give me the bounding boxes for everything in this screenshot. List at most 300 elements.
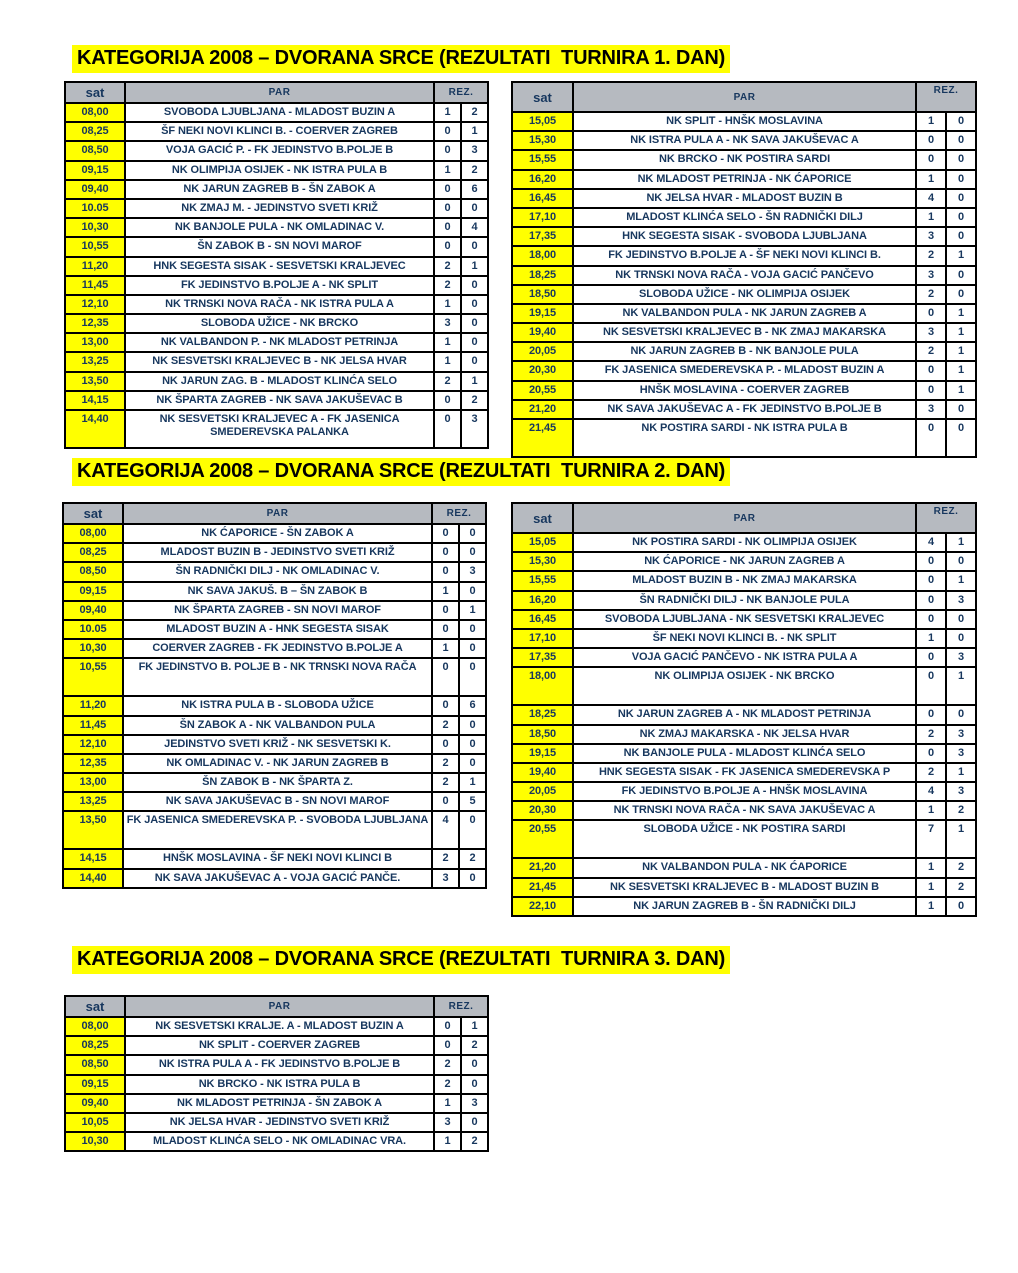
table-row <box>512 878 976 897</box>
pair-cell: SVOBODA LJUBLJANA - MLADOST BUZIN A <box>125 103 434 122</box>
pair-cell: NK ISTRA PULA B - SLOBODA UŽICE <box>123 696 432 715</box>
time-cell: 09,40 <box>63 601 123 620</box>
pair-cell: SVOBODA LJUBLJANA - NK SESVETSKI KRALJEVEC <box>573 610 916 629</box>
time-cell: 17,10 <box>512 629 573 648</box>
score-home-cell: 2 <box>916 246 946 265</box>
time-cell: 14,40 <box>63 869 123 888</box>
score-home-cell: 0 <box>434 1017 461 1036</box>
score-away-cell: 2 <box>461 391 488 410</box>
score-away-cell: 1 <box>946 533 976 552</box>
table-row <box>63 543 486 562</box>
pair-cell: NK VALBANDON P. - NK MLADOST PETRINJA <box>125 333 434 352</box>
score-home-cell: 0 <box>916 552 946 571</box>
column-header-rez: REZ. <box>434 996 488 1017</box>
table-row <box>512 820 976 858</box>
pair-cell: NK POSTIRA SARDI - NK ISTRA PULA B <box>573 419 916 457</box>
score-home-cell: 0 <box>434 141 461 160</box>
table-row <box>63 735 486 754</box>
score-away-cell: 2 <box>946 801 976 820</box>
time-cell: 21,20 <box>512 400 573 419</box>
score-home-cell: 0 <box>916 571 946 590</box>
time-cell: 19,15 <box>512 744 573 763</box>
table-row <box>65 1132 488 1151</box>
score-away-cell: 0 <box>459 658 486 696</box>
table-row <box>512 170 976 189</box>
header-row <box>65 82 488 103</box>
score-away-cell: 0 <box>459 811 486 849</box>
time-cell: 19,15 <box>512 304 573 323</box>
score-away-cell: 1 <box>461 372 488 391</box>
time-cell: 15,05 <box>512 533 573 552</box>
pair-cell: ŠN RADNIČKI DILJ - NK OMLADINAC V. <box>123 562 432 581</box>
time-cell: 16,20 <box>512 170 573 189</box>
pair-cell: ŠN RADNIČKI DILJ - NK BANJOLE PULA <box>573 591 916 610</box>
time-cell: 18,25 <box>512 266 573 285</box>
score-away-cell: 1 <box>946 304 976 323</box>
time-cell: 20,30 <box>512 801 573 820</box>
table-row <box>512 150 976 169</box>
score-away-cell: 0 <box>946 208 976 227</box>
table-row <box>65 1055 488 1074</box>
pair-cell: FK JEDINSTVO B.POLJE A - ŠF NEKI NOVI KLINCI B. <box>573 246 916 265</box>
pair-cell: NK SESVETSKI KRALJE. A - MLADOST BUZIN A <box>125 1017 434 1036</box>
table-row <box>65 161 488 180</box>
score-home-cell: 0 <box>916 744 946 763</box>
table-row <box>63 716 486 735</box>
pair-cell: NK SPLIT - COERVER ZAGREB <box>125 1036 434 1055</box>
score-home-cell: 2 <box>434 1055 461 1074</box>
time-cell: 08,00 <box>65 1017 125 1036</box>
score-away-cell: 1 <box>946 667 976 705</box>
table-row <box>512 131 976 150</box>
pair-cell: NK ŠPARTA ZAGREB - SN NOVI MAROF <box>123 601 432 620</box>
time-cell: 18,25 <box>512 705 573 724</box>
table-row <box>512 361 976 380</box>
pair-cell: NK BRCKO - NK POSTIRA SARDI <box>573 150 916 169</box>
score-home-cell: 7 <box>916 820 946 858</box>
score-home-cell: 3 <box>434 314 461 333</box>
time-cell: 22,10 <box>512 897 573 916</box>
table-row <box>65 180 488 199</box>
time-cell: 12,35 <box>65 314 125 333</box>
pair-cell: NK SAVA JAKUŠEVAC B - SN NOVI MAROF <box>123 792 432 811</box>
column-header-sat: sat <box>65 82 125 103</box>
time-cell: 10.05 <box>65 199 125 218</box>
table-row <box>63 754 486 773</box>
time-cell: 20,05 <box>512 782 573 801</box>
pair-cell: NK TRNSKI NOVA RAČA - VOJA GACIĆ PANČEVO <box>573 266 916 285</box>
time-cell: 16,45 <box>512 189 573 208</box>
pair-cell: VOJA GACIĆ PANČEVO - NK ISTRA PULA A <box>573 648 916 667</box>
pair-cell: VOJA GACIĆ P. - FK JEDINSTVO B.POLJE B <box>125 141 434 160</box>
pair-cell: SLOBODA UŽICE - NK POSTIRA SARDI <box>573 820 916 858</box>
pair-cell: NK JARUN ZAG. B - MLADOST KLINĆA SELO <box>125 372 434 391</box>
score-away-cell: 0 <box>459 543 486 562</box>
table-row <box>512 323 976 342</box>
score-home-cell: 0 <box>432 543 459 562</box>
time-cell: 10,55 <box>65 237 125 256</box>
score-home-cell: 0 <box>432 792 459 811</box>
header-row <box>63 503 486 524</box>
pair-cell: HNK SEGESTA SISAK - FK JASENICA SMEDEREVSKA P <box>573 763 916 782</box>
pair-cell: NK JARUN ZAGREB A - NK MLADOST PETRINJA <box>573 705 916 724</box>
time-cell: 10.05 <box>63 620 123 639</box>
column-header-par: PAR <box>125 996 434 1017</box>
score-away-cell: 2 <box>946 878 976 897</box>
score-home-cell: 4 <box>916 189 946 208</box>
time-cell: 17,35 <box>512 227 573 246</box>
score-away-cell: 2 <box>461 103 488 122</box>
score-away-cell: 0 <box>946 189 976 208</box>
score-away-cell: 1 <box>461 257 488 276</box>
score-away-cell: 0 <box>461 1055 488 1074</box>
score-home-cell: 2 <box>916 763 946 782</box>
time-cell: 08,25 <box>65 1036 125 1055</box>
pair-cell: NK POSTIRA SARDI - NK OLIMPIJA OSIJEK <box>573 533 916 552</box>
table-row <box>512 725 976 744</box>
pair-cell: NK SESVETSKI KRALJEVEC B - NK JELSA HVAR <box>125 352 434 371</box>
time-cell: 13,25 <box>65 352 125 371</box>
score-away-cell: 0 <box>459 735 486 754</box>
table-row <box>65 1113 488 1132</box>
table-row <box>63 696 486 715</box>
score-home-cell: 0 <box>432 601 459 620</box>
table-row <box>65 276 488 295</box>
column-header-par: PAR <box>125 82 434 103</box>
time-cell: 13,00 <box>65 333 125 352</box>
pair-cell: MLADOST BUZIN A - HNK SEGESTA SISAK <box>123 620 432 639</box>
score-away-cell: 3 <box>946 725 976 744</box>
score-home-cell: 1 <box>916 801 946 820</box>
score-home-cell: 2 <box>434 1075 461 1094</box>
score-away-cell: 0 <box>946 227 976 246</box>
table-row <box>512 246 976 265</box>
table-row <box>65 410 488 448</box>
table-row <box>63 658 486 696</box>
score-home-cell: 1 <box>434 295 461 314</box>
score-away-cell: 1 <box>946 763 976 782</box>
score-away-cell: 0 <box>946 419 976 457</box>
time-cell: 20,55 <box>512 381 573 400</box>
pair-cell: NK ZMAJ M. - JEDINSTVO SVETI KRIŽ <box>125 199 434 218</box>
score-home-cell: 2 <box>434 257 461 276</box>
column-header-par: PAR <box>573 82 916 112</box>
score-away-cell: 0 <box>459 754 486 773</box>
table-row <box>63 773 486 792</box>
table-row <box>512 629 976 648</box>
score-home-cell: 3 <box>434 1113 461 1132</box>
time-cell: 13,50 <box>65 372 125 391</box>
pair-cell: NK OLIMPIJA OSIJEK - NK BRCKO <box>573 667 916 705</box>
pair-cell: FK JEDINSTVO B.POLJE A - HNŠK MOSLAVINA <box>573 782 916 801</box>
score-home-cell: 0 <box>916 361 946 380</box>
table-row <box>512 571 976 590</box>
score-away-cell: 0 <box>946 705 976 724</box>
score-away-cell: 0 <box>946 897 976 916</box>
table-row <box>65 352 488 371</box>
pair-cell: NK ISTRA PULA A - NK SAVA JAKUŠEVAC A <box>573 131 916 150</box>
table-row <box>512 591 976 610</box>
time-cell: 15,30 <box>512 131 573 150</box>
table-row <box>65 237 488 256</box>
table-row <box>65 1036 488 1055</box>
time-cell: 21,45 <box>512 878 573 897</box>
column-header-par: PAR <box>123 503 432 524</box>
score-home-cell: 2 <box>916 285 946 304</box>
score-home-cell: 0 <box>434 199 461 218</box>
pair-cell: FK JASENICA SMEDEREVSKA P. - MLADOST BUZIN A <box>573 361 916 380</box>
time-cell: 20,30 <box>512 361 573 380</box>
score-away-cell: 6 <box>461 180 488 199</box>
score-home-cell: 1 <box>916 629 946 648</box>
pair-cell: HNŠK MOSLAVINA - COERVER ZAGREB <box>573 381 916 400</box>
table-row <box>65 103 488 122</box>
score-away-cell: 0 <box>461 314 488 333</box>
score-home-cell: 2 <box>432 716 459 735</box>
pair-cell: SLOBODA UŽICE - NK BRCKO <box>125 314 434 333</box>
time-cell: 15,55 <box>512 571 573 590</box>
header-row <box>512 503 976 533</box>
table-row <box>65 295 488 314</box>
pair-cell: ŠF NEKI NOVI KLINCI B. - COERVER ZAGREB <box>125 122 434 141</box>
header-row <box>65 996 488 1017</box>
pair-cell: NK BANJOLE PULA - NK OMLADINAC V. <box>125 218 434 237</box>
time-cell: 09,15 <box>65 1075 125 1094</box>
pair-cell: ŠN ZABOK B - SN NOVI MAROF <box>125 237 434 256</box>
pair-cell: MLADOST KLINĆA SELO - ŠN RADNIČKI DILJ <box>573 208 916 227</box>
score-home-cell: 0 <box>432 620 459 639</box>
table-row <box>512 304 976 323</box>
score-home-cell: 3 <box>916 323 946 342</box>
time-cell: 21,45 <box>512 419 573 457</box>
score-away-cell: 0 <box>946 170 976 189</box>
score-away-cell: 0 <box>459 582 486 601</box>
table-row <box>512 897 976 916</box>
score-away-cell: 2 <box>461 161 488 180</box>
score-home-cell: 0 <box>916 648 946 667</box>
table-row <box>65 1017 488 1036</box>
score-home-cell: 4 <box>916 533 946 552</box>
time-cell: 20,05 <box>512 342 573 361</box>
pair-cell: NK ĆAPORICE - NK JARUN ZAGREB A <box>573 552 916 571</box>
score-home-cell: 2 <box>434 276 461 295</box>
pair-cell: NK SAVA JAKUŠ. B – ŠN ZABOK B <box>123 582 432 601</box>
time-cell: 18,50 <box>512 285 573 304</box>
table-row <box>512 266 976 285</box>
table-row <box>512 782 976 801</box>
time-cell: 21,20 <box>512 858 573 877</box>
pair-cell: NK SAVA JAKUŠEVAC A - VOJA GACIĆ PANČE. <box>123 869 432 888</box>
score-home-cell: 0 <box>432 562 459 581</box>
score-away-cell: 1 <box>946 820 976 858</box>
table-row <box>65 218 488 237</box>
time-cell: 08,50 <box>65 141 125 160</box>
pair-cell: NK SPLIT - HNŠK MOSLAVINA <box>573 112 916 131</box>
score-home-cell: 0 <box>434 410 461 448</box>
table-row <box>512 858 976 877</box>
score-away-cell: 6 <box>459 696 486 715</box>
score-home-cell: 1 <box>434 333 461 352</box>
score-home-cell: 3 <box>916 400 946 419</box>
table-row <box>65 1075 488 1094</box>
score-home-cell: 1 <box>916 897 946 916</box>
pair-cell: NK JARUN ZAGREB B - ŠN ZABOK A <box>125 180 434 199</box>
table-row <box>65 372 488 391</box>
time-cell: 15,30 <box>512 552 573 571</box>
pair-cell: HNK SEGESTA SISAK - SESVETSKI KRALJEVEC <box>125 257 434 276</box>
score-away-cell: 2 <box>461 1036 488 1055</box>
table-row <box>63 869 486 888</box>
score-home-cell: 3 <box>432 869 459 888</box>
score-home-cell: 1 <box>434 103 461 122</box>
time-cell: 08,25 <box>63 543 123 562</box>
score-home-cell: 1 <box>916 878 946 897</box>
score-away-cell: 4 <box>461 218 488 237</box>
time-cell: 10,30 <box>65 1132 125 1151</box>
score-home-cell: 0 <box>434 1036 461 1055</box>
score-home-cell: 1 <box>434 161 461 180</box>
score-home-cell: 1 <box>916 208 946 227</box>
score-away-cell: 0 <box>461 295 488 314</box>
pair-cell: NK ŠPARTA ZAGREB - NK SAVA JAKUŠEVAC B <box>125 391 434 410</box>
score-away-cell: 0 <box>946 552 976 571</box>
pair-cell: ŠF NEKI NOVI KLINCI B. - NK SPLIT <box>573 629 916 648</box>
column-header-par: PAR <box>573 503 916 533</box>
table-row <box>512 648 976 667</box>
time-cell: 09,40 <box>65 180 125 199</box>
section-title: KATEGORIJA 2008 – DVORANA SRCE (REZULTATI TURNIRA 3. DAN) <box>72 946 730 974</box>
table-row <box>65 1094 488 1113</box>
score-away-cell: 3 <box>461 141 488 160</box>
score-away-cell: 0 <box>946 285 976 304</box>
score-away-cell: 1 <box>461 1017 488 1036</box>
time-cell: 10,30 <box>63 639 123 658</box>
pair-cell: ŠN ZABOK A - NK VALBANDON PULA <box>123 716 432 735</box>
time-cell: 10,55 <box>63 658 123 696</box>
score-away-cell: 0 <box>461 1075 488 1094</box>
table-row <box>65 141 488 160</box>
results-table <box>64 81 489 449</box>
score-away-cell: 0 <box>461 352 488 371</box>
time-cell: 10,30 <box>65 218 125 237</box>
pair-cell: NK BRCKO - NK ISTRA PULA B <box>125 1075 434 1094</box>
time-cell: 19,40 <box>512 763 573 782</box>
score-home-cell: 0 <box>434 237 461 256</box>
time-cell: 11,45 <box>63 716 123 735</box>
pair-cell: NK OMLADINAC V. - NK JARUN ZAGREB B <box>123 754 432 773</box>
time-cell: 08,00 <box>63 524 123 543</box>
time-cell: 18,00 <box>512 667 573 705</box>
table-row <box>512 189 976 208</box>
score-away-cell: 1 <box>946 361 976 380</box>
table-row <box>63 620 486 639</box>
score-home-cell: 0 <box>432 735 459 754</box>
time-cell: 19,40 <box>512 323 573 342</box>
results-table <box>511 502 977 917</box>
score-away-cell: 0 <box>461 1113 488 1132</box>
results-table <box>62 502 487 889</box>
score-home-cell: 1 <box>916 112 946 131</box>
table-row <box>63 849 486 868</box>
pair-cell: NK JELSA HVAR - JEDINSTVO SVETI KRIŽ <box>125 1113 434 1132</box>
column-header-rez: REZ. <box>432 503 486 524</box>
header-row <box>512 82 976 112</box>
score-home-cell: 4 <box>916 782 946 801</box>
score-home-cell: 0 <box>916 667 946 705</box>
score-away-cell: 0 <box>459 869 486 888</box>
column-header-rez: REZ. <box>434 82 488 103</box>
pair-cell: NK SESVETSKI KRALJEVEC B - NK ZMAJ MAKARSKA <box>573 323 916 342</box>
time-cell: 12,10 <box>65 295 125 314</box>
score-home-cell: 0 <box>916 591 946 610</box>
score-home-cell: 3 <box>916 227 946 246</box>
score-away-cell: 3 <box>459 562 486 581</box>
time-cell: 12,10 <box>63 735 123 754</box>
time-cell: 14,15 <box>65 391 125 410</box>
pair-cell: NK VALBANDON PULA - NK JARUN ZAGREB A <box>573 304 916 323</box>
pair-cell: MLADOST BUZIN B - NK ZMAJ MAKARSKA <box>573 571 916 590</box>
pair-cell: JEDINSTVO SVETI KRIŽ - NK SESVETSKI K. <box>123 735 432 754</box>
time-cell: 11,20 <box>65 257 125 276</box>
score-home-cell: 2 <box>432 773 459 792</box>
table-row <box>63 524 486 543</box>
time-cell: 17,35 <box>512 648 573 667</box>
table-row <box>65 314 488 333</box>
table-row <box>65 333 488 352</box>
score-away-cell: 1 <box>946 342 976 361</box>
table-row <box>65 257 488 276</box>
pair-cell: NK JARUN ZAGREB B - NK BANJOLE PULA <box>573 342 916 361</box>
pair-cell: COERVER ZAGREB - FK JEDINSTVO B.POLJE A <box>123 639 432 658</box>
table-row <box>512 112 976 131</box>
score-away-cell: 1 <box>946 381 976 400</box>
score-home-cell: 2 <box>432 849 459 868</box>
score-away-cell: 0 <box>459 716 486 735</box>
pair-cell: FK JEDINSTVO B.POLJE A - NK SPLIT <box>125 276 434 295</box>
score-away-cell: 3 <box>461 1094 488 1113</box>
score-home-cell: 1 <box>432 582 459 601</box>
score-away-cell: 3 <box>946 782 976 801</box>
table-row <box>65 199 488 218</box>
time-cell: 08,25 <box>65 122 125 141</box>
table-row <box>512 667 976 705</box>
pair-cell: NK VALBANDON PULA - NK ĆAPORICE <box>573 858 916 877</box>
table-row <box>512 763 976 782</box>
time-cell: 18,00 <box>512 246 573 265</box>
table-row <box>512 227 976 246</box>
score-away-cell: 0 <box>946 610 976 629</box>
time-cell: 16,45 <box>512 610 573 629</box>
table-row <box>512 342 976 361</box>
table-row <box>63 639 486 658</box>
score-away-cell: 0 <box>461 237 488 256</box>
section-title: KATEGORIJA 2008 – DVORANA SRCE (REZULTATI TURNIRA 2. DAN) <box>72 458 730 486</box>
table-row <box>512 705 976 724</box>
column-header-rez: REZ. <box>916 82 976 112</box>
pair-cell: NK SESVETSKI KRALJEVEC B - MLADOST BUZIN B <box>573 878 916 897</box>
column-header-sat: sat <box>512 503 573 533</box>
score-home-cell: 0 <box>434 122 461 141</box>
score-away-cell: 1 <box>461 122 488 141</box>
score-away-cell: 3 <box>946 648 976 667</box>
score-home-cell: 2 <box>432 754 459 773</box>
time-cell: 08,50 <box>65 1055 125 1074</box>
table-row <box>512 552 976 571</box>
time-cell: 13,25 <box>63 792 123 811</box>
time-cell: 18,50 <box>512 725 573 744</box>
pair-cell: NK JARUN ZAGREB B - ŠN RADNIČKI DILJ <box>573 897 916 916</box>
score-away-cell: 3 <box>946 744 976 763</box>
